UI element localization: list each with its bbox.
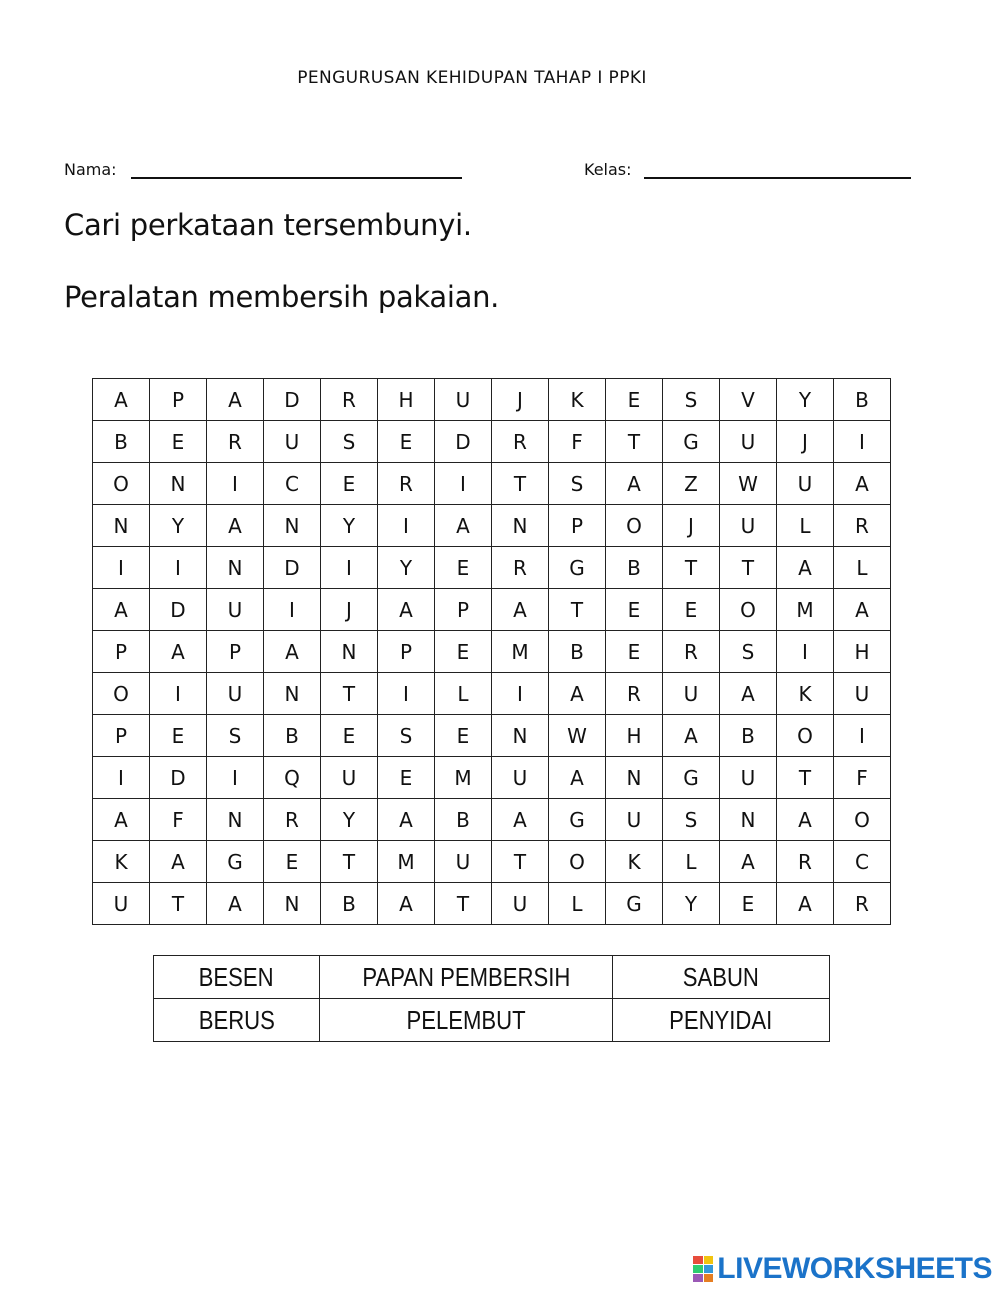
grid-cell[interactable]: O <box>93 673 150 715</box>
grid-cell[interactable]: Y <box>663 883 720 925</box>
grid-cell[interactable]: M <box>777 589 834 631</box>
grid-cell[interactable]: R <box>378 463 435 505</box>
grid-cell[interactable]: G <box>663 757 720 799</box>
grid-cell[interactable]: N <box>264 883 321 925</box>
grid-cell[interactable]: A <box>150 841 207 883</box>
grid-cell[interactable]: I <box>207 757 264 799</box>
grid-row <box>93 841 891 883</box>
grid-cell[interactable]: P <box>549 505 606 547</box>
grid-cell[interactable]: F <box>834 757 891 799</box>
grid-cell[interactable]: R <box>777 841 834 883</box>
instruction-topic: Peralatan membersih pakaian. <box>64 280 500 314</box>
class-field[interactable] <box>644 177 911 179</box>
grid-cell[interactable]: Z <box>663 463 720 505</box>
word-bank-word: PENYIDAI <box>669 1004 773 1035</box>
word-bank-word: BERUS <box>198 1004 275 1035</box>
word-bank-cell <box>154 956 320 999</box>
grid-cell[interactable]: S <box>321 421 378 463</box>
grid-cell[interactable]: G <box>606 883 663 925</box>
grid-row <box>93 421 891 463</box>
grid-cell[interactable]: T <box>720 547 777 589</box>
grid-cell[interactable]: T <box>435 883 492 925</box>
grid-cell[interactable]: L <box>834 547 891 589</box>
logo-square <box>704 1256 714 1264</box>
word-bank-cell <box>613 956 830 999</box>
grid-cell[interactable]: E <box>663 589 720 631</box>
grid-cell[interactable]: U <box>435 379 492 421</box>
grid-cell[interactable]: T <box>492 463 549 505</box>
grid-cell[interactable]: B <box>321 883 378 925</box>
grid-cell[interactable]: M <box>435 757 492 799</box>
grid-cell[interactable]: I <box>207 463 264 505</box>
grid-cell[interactable]: K <box>549 379 606 421</box>
grid-cell[interactable]: J <box>321 589 378 631</box>
grid-cell[interactable]: Q <box>264 757 321 799</box>
grid-cell[interactable]: O <box>720 589 777 631</box>
grid-cell[interactable]: W <box>549 715 606 757</box>
grid-cell[interactable]: U <box>777 463 834 505</box>
grid-cell[interactable]: T <box>606 421 663 463</box>
grid-row <box>93 589 891 631</box>
grid-cell[interactable]: Y <box>378 547 435 589</box>
grid-cell[interactable]: A <box>378 589 435 631</box>
grid-cell[interactable]: S <box>663 799 720 841</box>
grid-cell[interactable]: A <box>93 799 150 841</box>
grid-cell[interactable]: I <box>150 547 207 589</box>
grid-cell[interactable]: E <box>435 715 492 757</box>
grid-cell[interactable]: B <box>264 715 321 757</box>
grid-cell[interactable]: A <box>378 883 435 925</box>
grid-cell[interactable]: O <box>777 715 834 757</box>
grid-cell[interactable]: E <box>150 421 207 463</box>
grid-row <box>93 505 891 547</box>
grid-cell[interactable]: N <box>264 673 321 715</box>
grid-cell[interactable]: R <box>492 547 549 589</box>
grid-row <box>93 379 891 421</box>
grid-cell[interactable]: J <box>492 379 549 421</box>
grid-cell[interactable]: B <box>549 631 606 673</box>
grid-cell[interactable]: N <box>264 505 321 547</box>
grid-cell[interactable]: G <box>663 421 720 463</box>
logo-square <box>704 1274 714 1282</box>
grid-cell[interactable]: R <box>834 505 891 547</box>
grid-cell[interactable]: L <box>777 505 834 547</box>
grid-cell[interactable]: U <box>321 757 378 799</box>
grid-cell[interactable]: O <box>834 799 891 841</box>
grid-cell[interactable]: U <box>435 841 492 883</box>
grid-cell[interactable]: G <box>549 547 606 589</box>
grid-cell[interactable]: L <box>435 673 492 715</box>
word-bank-word: PELEMBUT <box>406 1004 526 1035</box>
grid-cell[interactable]: N <box>93 505 150 547</box>
grid-cell[interactable]: A <box>777 883 834 925</box>
grid-cell[interactable]: B <box>93 421 150 463</box>
word-bank-row <box>154 956 830 999</box>
grid-cell[interactable]: G <box>207 841 264 883</box>
grid-cell[interactable]: U <box>93 883 150 925</box>
grid-cell[interactable]: D <box>264 547 321 589</box>
grid-cell[interactable]: N <box>150 463 207 505</box>
grid-cell[interactable]: K <box>93 841 150 883</box>
grid-cell[interactable]: B <box>435 799 492 841</box>
grid-cell[interactable]: F <box>549 421 606 463</box>
grid-cell[interactable]: N <box>321 631 378 673</box>
grid-cell[interactable]: I <box>492 673 549 715</box>
grid-cell[interactable]: R <box>663 631 720 673</box>
grid-row <box>93 715 891 757</box>
grid-cell[interactable]: P <box>207 631 264 673</box>
grid-cell[interactable]: S <box>720 631 777 673</box>
grid-cell[interactable]: N <box>720 799 777 841</box>
grid-cell[interactable]: O <box>606 505 663 547</box>
grid-cell[interactable]: U <box>264 421 321 463</box>
word-bank-word: BESEN <box>199 961 274 992</box>
name-label: Nama: <box>64 160 117 179</box>
grid-cell[interactable]: E <box>264 841 321 883</box>
grid-cell[interactable]: C <box>264 463 321 505</box>
grid-cell[interactable]: Y <box>321 505 378 547</box>
grid-cell[interactable]: M <box>378 841 435 883</box>
grid-cell[interactable]: U <box>207 673 264 715</box>
grid-cell[interactable]: A <box>606 463 663 505</box>
grid-cell[interactable]: D <box>150 757 207 799</box>
grid-cell[interactable]: R <box>207 421 264 463</box>
logo-square <box>693 1274 703 1282</box>
grid-cell[interactable]: H <box>378 379 435 421</box>
grid-cell[interactable]: E <box>150 715 207 757</box>
grid-cell[interactable]: M <box>492 631 549 673</box>
grid-cell[interactable]: E <box>435 631 492 673</box>
grid-cell[interactable]: A <box>720 673 777 715</box>
grid-cell[interactable]: R <box>834 883 891 925</box>
grid-cell[interactable]: E <box>606 631 663 673</box>
grid-cell[interactable]: B <box>834 379 891 421</box>
grid-cell[interactable]: S <box>378 715 435 757</box>
liveworksheets-logo-icon <box>693 1256 713 1282</box>
liveworksheets-brand <box>693 1252 992 1286</box>
grid-cell[interactable]: S <box>663 379 720 421</box>
grid-cell[interactable]: I <box>834 421 891 463</box>
grid-cell[interactable]: A <box>777 547 834 589</box>
grid-row <box>93 757 891 799</box>
grid-cell[interactable]: L <box>549 883 606 925</box>
grid-cell[interactable]: B <box>606 547 663 589</box>
grid-cell[interactable]: S <box>549 463 606 505</box>
grid-cell[interactable]: T <box>321 673 378 715</box>
grid-cell[interactable]: Y <box>150 505 207 547</box>
grid-cell[interactable]: I <box>150 673 207 715</box>
grid-cell[interactable]: A <box>777 799 834 841</box>
grid-cell[interactable]: O <box>549 841 606 883</box>
grid-cell[interactable]: P <box>93 631 150 673</box>
logo-square <box>693 1265 703 1273</box>
grid-cell[interactable]: E <box>378 757 435 799</box>
word-bank-cell <box>320 999 613 1042</box>
grid-cell[interactable]: A <box>435 505 492 547</box>
grid-cell[interactable]: E <box>606 379 663 421</box>
grid-cell[interactable]: R <box>264 799 321 841</box>
grid-cell[interactable]: U <box>720 421 777 463</box>
grid-row <box>93 799 891 841</box>
word-bank-cell <box>320 956 613 999</box>
grid-cell[interactable]: S <box>207 715 264 757</box>
grid-cell[interactable]: R <box>492 421 549 463</box>
grid-cell[interactable]: I <box>264 589 321 631</box>
grid-cell[interactable]: I <box>834 715 891 757</box>
grid-cell[interactable]: K <box>606 841 663 883</box>
grid-cell[interactable]: D <box>435 421 492 463</box>
grid-cell[interactable]: A <box>93 589 150 631</box>
grid-cell[interactable]: E <box>606 589 663 631</box>
grid-cell[interactable]: I <box>93 547 150 589</box>
grid-cell[interactable]: U <box>720 505 777 547</box>
grid-cell[interactable]: Y <box>321 799 378 841</box>
grid-row <box>93 463 891 505</box>
grid-cell[interactable]: E <box>378 421 435 463</box>
class-label: Kelas: <box>584 160 632 179</box>
grid-cell[interactable]: A <box>549 757 606 799</box>
grid-cell[interactable]: N <box>207 547 264 589</box>
grid-cell[interactable]: H <box>606 715 663 757</box>
grid-cell[interactable]: I <box>378 505 435 547</box>
grid-cell[interactable]: R <box>321 379 378 421</box>
grid-cell[interactable]: U <box>492 883 549 925</box>
grid-cell[interactable]: P <box>435 589 492 631</box>
grid-cell[interactable]: C <box>834 841 891 883</box>
grid-cell[interactable]: P <box>93 715 150 757</box>
grid-cell[interactable]: V <box>720 379 777 421</box>
grid-cell[interactable]: N <box>492 715 549 757</box>
grid-cell[interactable]: A <box>93 379 150 421</box>
grid-cell[interactable]: I <box>777 631 834 673</box>
grid-cell[interactable]: A <box>207 883 264 925</box>
word-bank-cell <box>613 999 830 1042</box>
word-bank-word: SABUN <box>682 961 760 992</box>
word-bank-cell <box>154 999 320 1042</box>
grid-cell[interactable]: E <box>321 463 378 505</box>
grid-cell[interactable]: P <box>150 379 207 421</box>
grid-cell[interactable]: N <box>606 757 663 799</box>
grid-cell[interactable]: U <box>663 673 720 715</box>
page-title: PENGURUSAN KEHIDUPAN TAHAP I PPKI <box>297 68 647 88</box>
grid-cell[interactable]: U <box>834 673 891 715</box>
instruction-find-words: Cari perkataan tersembunyi. <box>64 208 472 242</box>
grid-cell[interactable]: U <box>720 757 777 799</box>
brand-text: LIVEWORKSHEETS <box>717 1252 992 1285</box>
grid-cell[interactable]: N <box>492 505 549 547</box>
grid-row <box>93 631 891 673</box>
grid-row <box>93 883 891 925</box>
grid-cell[interactable]: J <box>663 505 720 547</box>
logo-square <box>704 1265 714 1273</box>
grid-cell[interactable]: R <box>606 673 663 715</box>
grid-cell[interactable]: J <box>777 421 834 463</box>
grid-cell[interactable]: A <box>207 379 264 421</box>
grid-cell[interactable]: T <box>492 841 549 883</box>
grid-cell[interactable]: I <box>321 547 378 589</box>
grid-cell[interactable]: A <box>492 589 549 631</box>
grid-cell[interactable]: F <box>150 799 207 841</box>
grid-cell[interactable]: G <box>549 799 606 841</box>
grid-cell[interactable]: T <box>150 883 207 925</box>
grid-cell[interactable]: L <box>663 841 720 883</box>
grid-cell[interactable]: E <box>435 547 492 589</box>
grid-cell[interactable]: A <box>264 631 321 673</box>
grid-cell[interactable]: D <box>264 379 321 421</box>
grid-cell[interactable]: A <box>207 505 264 547</box>
word-search-grid <box>92 378 891 925</box>
grid-cell[interactable]: O <box>93 463 150 505</box>
grid-cell[interactable]: A <box>834 463 891 505</box>
grid-cell[interactable]: I <box>378 673 435 715</box>
grid-cell[interactable]: A <box>663 715 720 757</box>
word-bank-word: PAPAN PEMBERSIH <box>362 961 570 992</box>
grid-cell[interactable]: A <box>378 799 435 841</box>
word-bank-row <box>154 999 830 1042</box>
grid-cell[interactable]: U <box>492 757 549 799</box>
grid-cell[interactable]: T <box>663 547 720 589</box>
grid-cell[interactable]: E <box>720 883 777 925</box>
grid-cell[interactable]: P <box>378 631 435 673</box>
grid-cell[interactable]: A <box>834 589 891 631</box>
grid-cell[interactable]: B <box>720 715 777 757</box>
grid-cell[interactable]: H <box>834 631 891 673</box>
grid-cell[interactable]: T <box>549 589 606 631</box>
grid-cell[interactable]: E <box>321 715 378 757</box>
logo-square <box>693 1256 703 1264</box>
grid-cell[interactable]: K <box>777 673 834 715</box>
grid-row <box>93 673 891 715</box>
grid-cell[interactable]: N <box>207 799 264 841</box>
grid-cell[interactable]: Y <box>777 379 834 421</box>
word-bank <box>153 955 830 1042</box>
grid-row <box>93 547 891 589</box>
grid-cell[interactable]: A <box>492 799 549 841</box>
name-field[interactable] <box>131 177 462 179</box>
grid-cell[interactable]: U <box>207 589 264 631</box>
grid-cell[interactable]: W <box>720 463 777 505</box>
grid-cell[interactable]: T <box>777 757 834 799</box>
grid-cell[interactable]: T <box>321 841 378 883</box>
grid-cell[interactable]: U <box>606 799 663 841</box>
grid-cell[interactable]: I <box>435 463 492 505</box>
grid-cell[interactable]: I <box>93 757 150 799</box>
grid-cell[interactable]: A <box>150 631 207 673</box>
grid-cell[interactable]: A <box>549 673 606 715</box>
grid-cell[interactable]: D <box>150 589 207 631</box>
grid-cell[interactable]: A <box>720 841 777 883</box>
